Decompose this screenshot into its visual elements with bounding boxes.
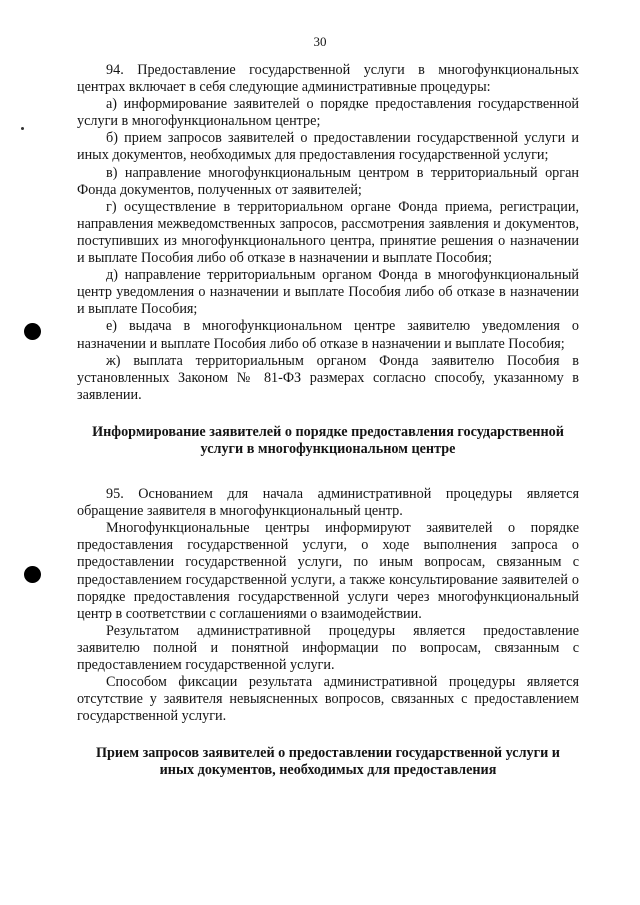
page-number: 30 — [313, 34, 327, 49]
paragraph: г) осуществление в территориальном органе Фонда приема, регистрации, направления межведомственных запросов, рассмотрения заявления и документов, поступивших из многофункционального центра, принятие решения о назначении и выплате Пособия либо об отказе в назначении и выплате Пособия; — [77, 198, 579, 267]
section-heading: Информирование заявителей о порядке предоставления государственной услуги в многофункциональном центре — [92, 423, 564, 457]
paragraph: ж) выплата территориальным органом Фонда заявителю Пособия в установленных Законом № 81-ФЗ размерах согласно способу, указанному в заявлении. — [77, 352, 579, 403]
paragraph: а) информирование заявителей о порядке предоставления государственной услуги в многофункциональном центре; — [77, 96, 579, 130]
punch-hole — [24, 323, 41, 340]
paragraph: Результатом административной процедуры является предоставление заявителю полной и понятной информации по вопросам, связанным с предоставлением государственной услуги. — [77, 622, 579, 673]
paragraph: в) направление многофункциональным центром в территориальный орган Фонда документов, полученных от заявителей; — [77, 164, 579, 198]
punch-hole — [24, 566, 41, 583]
section-heading: Прием запросов заявителей о предоставлении государственной услуги и иных документов, необходимых для предоставления — [96, 745, 560, 779]
paragraph: 94. Предоставление государственной услуги в многофункциональных центрах включает в себя следующие административные процедуры: — [77, 62, 579, 96]
scan-speck — [21, 127, 24, 130]
document-body — [77, 62, 579, 780]
paragraph: Многофункциональные центры информируют заявителей о порядке предоставления государственной услуги, о ходе выполнения запроса о предоставлении государственной услуги, по иным вопросам, связанным с предоставлением государственной услуги, а также консультирование заявителей о порядке предоставления государственной услуги через многофункциональный центр в соответствии с соглашениями о взаимодействии. — [77, 520, 579, 622]
paragraph: Способом фиксации результата административной процедуры является отсутствие у заявителя невыясненных вопросов, связанных с предоставлением государственной услуги. — [77, 674, 579, 725]
paragraph: 95. Основанием для начала административной процедуры является обращение заявителя в многофункциональный центр. — [77, 486, 579, 520]
paragraph: е) выдача в многофункциональном центре заявителю уведомления о назначении и выплате Пособия либо об отказе в назначении и выплате Пособия; — [77, 318, 579, 352]
paragraph: д) направление территориальным органом Фонда в многофункциональный центр уведомления о назначении и выплате Пособия либо об отказе в назначении и выплате Пособия; — [77, 267, 579, 318]
paragraph: б) прием запросов заявителей о предоставлении государственной услуги и иных документов, необходимых для предоставления государственной услуги; — [77, 130, 579, 164]
